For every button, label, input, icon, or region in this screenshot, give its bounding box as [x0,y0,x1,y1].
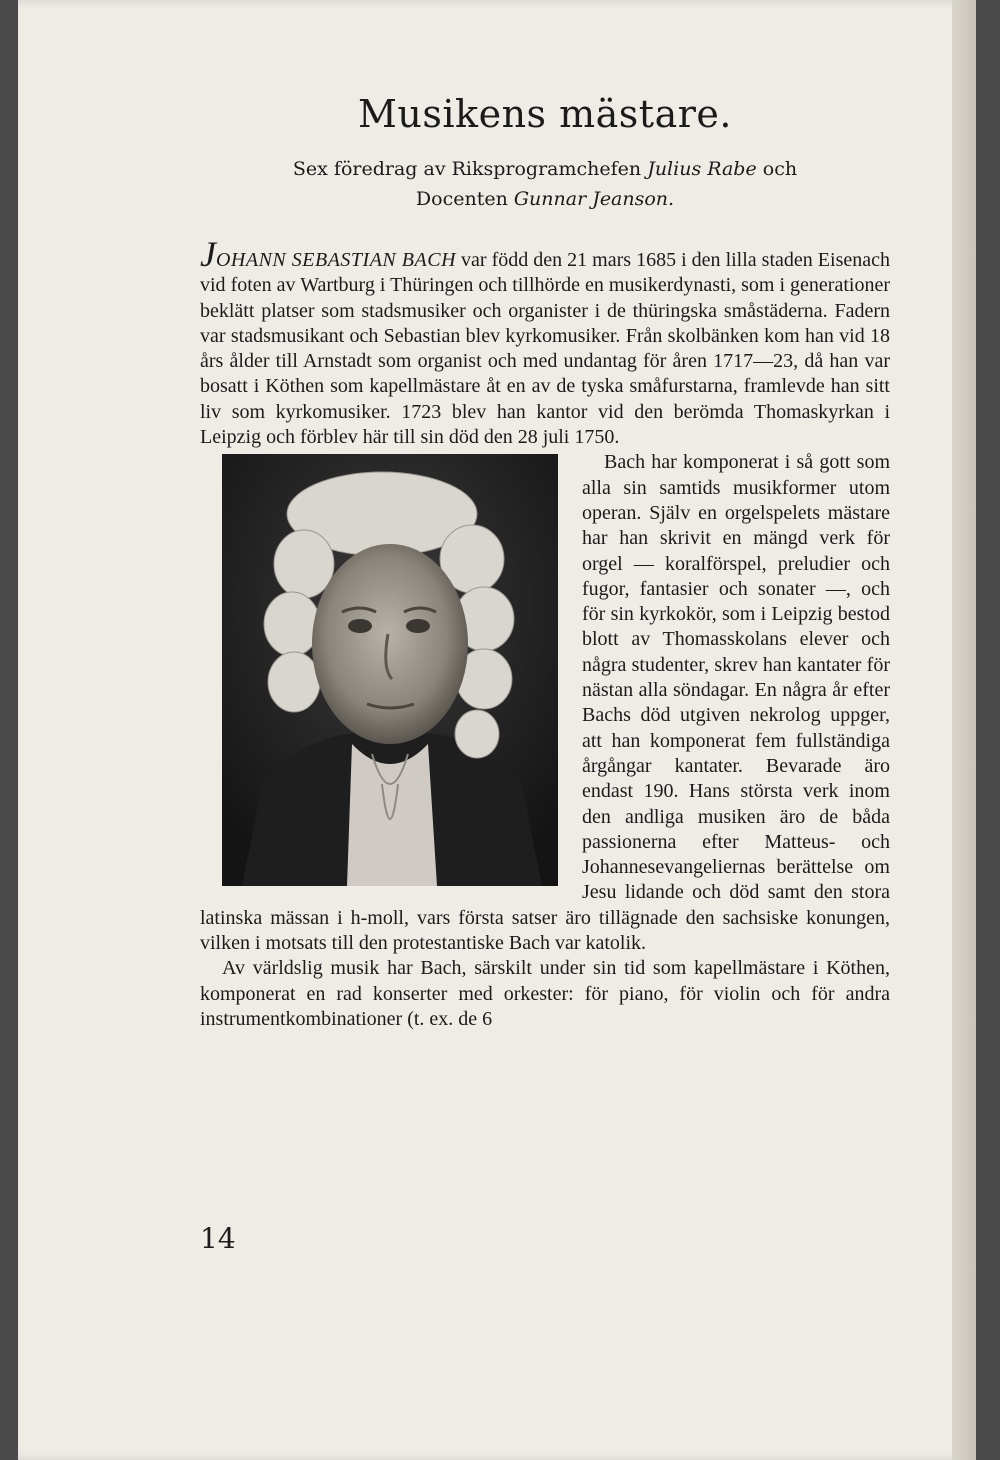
subtitle-prefix-2: Docenten [415,188,514,210]
paragraph-1-text: var född den 21 mars 1685 i den lilla staden Eisenach vid foten av Wartburg i Thüringen och tillhörde en musikerdynasti, som i generationer beklätt platser som stadsmusiker och organister i de thüringska småstäderna. Fadern var stadsmusikant och Sebastian blev kyrkomusiker. Från skolbänken kom han vid 18 års ålder till Arnstadt som organist och med undantag för åren 1717—23, då han var bosatt i Köthen som kapellmästare åt en av de tyska småfurstarna, framlevde han sitt liv som kyrkomusiker. 1723 blev han kantor vid den berömda Thomaskyrkan i Leipzig och förblev här till sin död den 28 juli 1750. [200,249,890,449]
bach-portrait [222,454,558,886]
page-title: Musikens mästare. [358,92,732,136]
subtitle-suffix-1: och [756,158,798,180]
lead-name: OHANN SEBASTIAN BACH [215,249,457,271]
author-2: Gunnar Jeanson. [513,188,675,210]
author-1: Julius Rabe [647,158,757,180]
paragraph-3: Av världslig musik har Bach, särskilt under sin tid som kapellmästare i Köthen, komponerat en rad konserter med orkester: för piano, för violin och för andra instrumentkombinationer (t. ex. de 6 [200,957,890,1030]
page-content [200,92,890,1255]
book-spine [952,0,976,1460]
page-number: 14 [200,1222,236,1255]
subtitle-prefix-1: Sex föredrag av Riksprogramchefen [292,158,648,180]
drop-initial: J [200,234,216,274]
article-body [200,234,890,1032]
paragraph-2: Bach har komponerat i så gott som alla sin samtids musikformer utom operan. Själv en orgelspelets mästare har han skrivit en mängd verk för orgel — koralförspel, preludier och fugor, fantasier och sonater —, och för sin kyrkokör, som i Leipzig bestod blott av Thomasskolans elever och några studenter, skrev han kantater för nästan alla söndagar. En några år efter Bachs död utgiven nekrolog uppger, att han komponerat fem fullständiga årgångar kantater. Bevarade äro endast 190. Hans största verk inom den andliga musiken äro de båda passionerna efter Matteus- och Johannesevangeliernas berättelse om Jesu lidande och död samt den stora latinska mässan i h-moll, vars första satser äro tillägnade den sachsiske konungen, vilken i motsats till den protestantiske Bach var katolik. [200,451,890,955]
paragraph-1 [200,234,890,450]
subtitle [200,154,890,214]
book-page [18,0,976,1460]
